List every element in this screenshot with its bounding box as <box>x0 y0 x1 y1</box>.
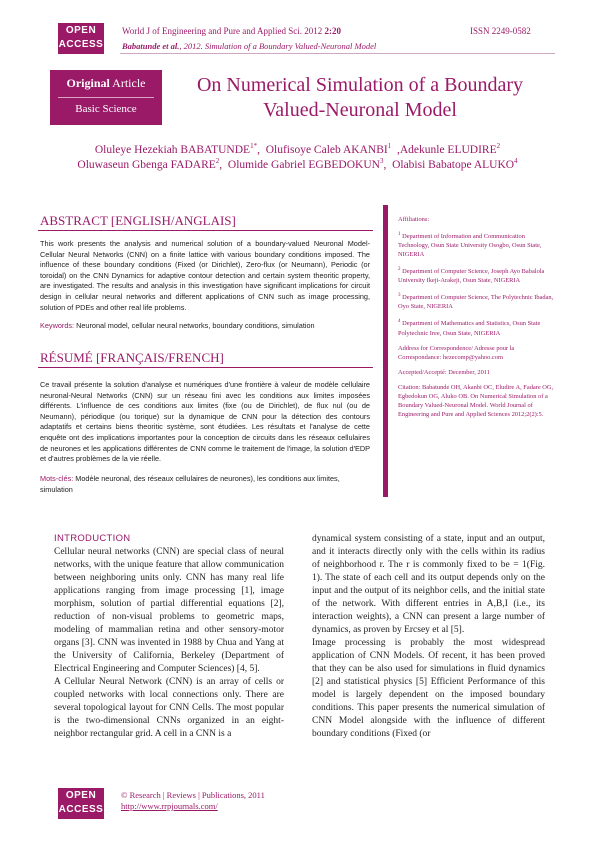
running-citation <box>122 41 376 51</box>
footer-open-access-badge <box>58 788 104 819</box>
author-affiliation-mark: 2 <box>215 157 220 165</box>
introduction-heading: INTRODUCTION <box>54 533 131 544</box>
affiliation-item <box>398 265 556 285</box>
footer-copyright: © Research | Reviews | Publications, 2011 <box>121 790 265 800</box>
resume-heading: RÉSUMÉ [FRANÇAIS/FRENCH] <box>40 350 224 365</box>
article-category: Basic Science <box>75 103 137 115</box>
author-name: Olufisoye Caleb AKANBI <box>265 143 388 156</box>
title-line1: On Numerical Simulation of a Boundary <box>196 74 524 96</box>
open-access-line1: OPEN <box>65 25 97 36</box>
intro-paragraph: Image processing is probably the most widespread application of CNN Models. Of recent, it has been proved that they can be also used for simulations in fluid dynamics [2] and statistical physics [5] Efficient Performance of this model is largely dependent on the imposed boundary conditions. This paper presents the numerical simulation of CNN Model alongside with the influence of different boundary conditions (Fixed (or <box>312 638 545 739</box>
footer-info <box>121 790 265 812</box>
affiliation-item <box>398 291 556 311</box>
affiliation-number: 2 <box>398 267 401 273</box>
article-type-article: Article <box>112 76 146 90</box>
intro-paragraph: Cellular neural networks (CNN) are special class of neural networks, with the unique feature that allow communication between neighboring units only. CNN has many real life applications ranging from image processing [1], image morphism, solution of partial differential equations [2], reduction of non-visual problems to geometric maps, modeling of mammalian retina and other sensory-motor organs [3]. CNN was invented in 1988 by Chua and Yang at the University of California, Berkeley (Department of Electrical Engineering and Computer Sciences) [4, 5]. <box>54 547 284 674</box>
abstract-text: This work presents the analysis and numerical solution of a boundary-valued Neuronal Model- Cellular Neural Networks (CNN) on a finite lattice with various boundary conditions imposed. The influence of these boundary conditions (Fixed (or Dirichlet), Zero-flux (or Neumann), Periodic (or toroidal) on the CNN Dynamics for adaptive contour detection and certain system theoritic property, are investigated. The results and analysis in this investigation have significant implications for circuit design in cellular neural networks and different applications of CNN such as image processing, solution of PDEs and other real life problems. <box>40 239 370 312</box>
intro-paragraph: A Cellular Neural Network (CNN) is an array of cells or coupled networks with local connections only. There are several topological layout for CNN Cells. The most popular is the two-dimensional CNNs organized in an eight-neighbor rectangular grid. A cell in a CNN is a <box>54 677 284 739</box>
footer-url[interactable]: http://www.rrpjournals.com/ <box>121 801 218 811</box>
correspondence <box>398 344 556 362</box>
affiliation-number: 4 <box>398 319 401 325</box>
article-type-divider <box>58 97 154 98</box>
mots-cles-label: Mots-clés: <box>40 474 74 483</box>
author-affiliation-mark: 2 <box>496 142 501 150</box>
affiliation-text: Department of Information and Communication Technology, Osun State University Osogbo, Osun State, NIGERIA <box>398 233 542 259</box>
author-line-2: Oluwaseun Gbenga FADARE$^2$, Olumide Gabriel EGBEDOKUN$^3$, Olabisi Babatope ALUKO$^4$ <box>77 157 518 171</box>
abstract-heading: ABSTRACT [ENGLISH/ANGLAIS] <box>40 213 236 228</box>
article-type-box <box>50 70 162 125</box>
footer-open-access-line1: OPEN <box>65 790 97 801</box>
affiliations-sidebar <box>383 205 562 497</box>
intro-left-column <box>54 546 284 741</box>
affiliation-item <box>398 317 556 337</box>
accepted-date: Accepted/Accepté: December, 2011 <box>398 368 490 376</box>
affiliation-text: Department of Computer Science, Joseph Ayo Babalola University Ikeji-Arakeji, Osun State, NIGERIA <box>398 268 545 285</box>
keywords-label: Keywords: <box>40 321 75 330</box>
affiliation-number: 1 <box>398 232 401 237</box>
resume-keywords <box>40 474 370 495</box>
correspondence-email[interactable]: hezecomp@yahoo.com <box>442 353 503 361</box>
article-type-original: Original <box>66 76 110 90</box>
article-type-line <box>50 76 162 91</box>
affiliations-label: Affiliations: <box>398 216 430 223</box>
affiliation-text: Department of Computer Science, The Polytechnic Ibadan, Oyo State, NIGERIA <box>398 294 554 311</box>
keywords-text: Neuronal model, cellular neural networks, boundary conditions, simulation <box>76 321 315 330</box>
open-access-badge <box>58 23 104 54</box>
resume-rule <box>38 367 373 368</box>
correspondence-label: Address for Correspondence/ Adresse pour la Correspondance: <box>398 344 515 361</box>
author-name: Olumide Gabriel EGBEDOKUN <box>227 158 380 171</box>
intro-paragraph: dynamical system consisting of a state, input and an output, and it interacts directly only with the cells within its radius of neighborhood r. The r is commonly fixed to be = 1(Fig. 1). The state of each cell and its output depends only on the input and the output of its neighbor cells, and the initial state of the network. With different entries in A,B,I (i.e., its interaction weights), a CNN can present a large number of dynamics, as proven by Ercsey et al [5]. <box>312 534 545 635</box>
author-affiliation-mark: 1 <box>387 142 392 150</box>
paper-title <box>170 73 550 123</box>
abstract-rule <box>38 230 373 231</box>
intro-right-column <box>312 533 545 741</box>
citation-text: Citation: Babatunde OH, Akanbi OC, Eludire A, Fadare OG, Egbedokun OG, Aluko OB. On Numerical Simulation of a Boundary Valued-Neuronal Model. World Journal of Engineering and Pure and Applied Sciences 2012;2(2):5. <box>398 383 554 418</box>
author-line-1: Oluleye Hezekiah $BABATUNDE^{1*}$, Olufisoye Caleb AKANBI$^1$ ,Adekunle ELUDIRE$^2$ <box>94 142 501 156</box>
abstract-keywords <box>40 321 370 332</box>
running-citation-authors: Babatunde et al. <box>122 41 180 51</box>
journal-issue-pages: 0 <box>336 26 341 36</box>
running-citation-title: , 2012. Simulation of a Boundary Valued-Neuronal Model <box>179 41 377 51</box>
header-rule <box>120 53 555 54</box>
author-affiliation-mark: 3 <box>379 157 384 165</box>
title-line2: Valued-Neuronal Model <box>263 99 457 121</box>
author-name: Oluleye Hezekiah BABATUNDE <box>94 143 251 156</box>
resume-text: Ce travail présente la solution d'analyse et numériques d'une frontière à valeur de modèle cellulaire neuronal-Neural Networks (CNN) sur un réseau fini avec les conditions aux limites imposées différents. L'influence de ces conditions aux limites (fixe (ou de Dirichlet), de flux nul (ou de Neumann), périodique (ou torique) sur la dynamique de CNN pour la détection des contours adaptatifs et certains biens theoritic système, sont étudiées. Les résultats et l'analyse de cette enquête ont des implications importantes pour la conception de circuits dans les réseaux cellulaires de neurones et les applications différentes de CNN comme le traitement de l'image, la solution d'EDP et d'autres problèmes de la vie réelle. <box>40 380 370 464</box>
author-name: Oluwaseun Gbenga FADARE <box>77 158 216 171</box>
issn: ISSN 2249-0582 <box>470 26 531 36</box>
journal-volume: 2:2 <box>324 26 337 36</box>
affiliation-item <box>398 230 556 259</box>
affiliation-number: 3 <box>398 293 401 299</box>
mots-cles-text: Modèle neuronal, des réseaux cellulaires de neurones), les conditions aux limites, simulation <box>40 474 340 494</box>
author-name: ,Adekunle ELUDIRE <box>396 143 497 156</box>
sidebar-content <box>398 215 556 425</box>
journal-header <box>122 26 341 36</box>
affiliation-text: Department of Mathematics and Statistics, Osun State Polytechnic Iree, Osun State, NIGERIA <box>398 320 541 337</box>
journal-name: World J of Engineering and Pure and Applied Sci. 2012 <box>122 26 323 36</box>
open-access-line2: ACCESS <box>58 39 104 50</box>
author-affiliation-mark: 1* <box>250 142 258 150</box>
footer-open-access-line2: ACCESS <box>58 804 104 815</box>
author-name: Olabisi Babatope ALUKO <box>392 158 515 171</box>
author-affiliation-mark: 4 <box>514 157 518 165</box>
